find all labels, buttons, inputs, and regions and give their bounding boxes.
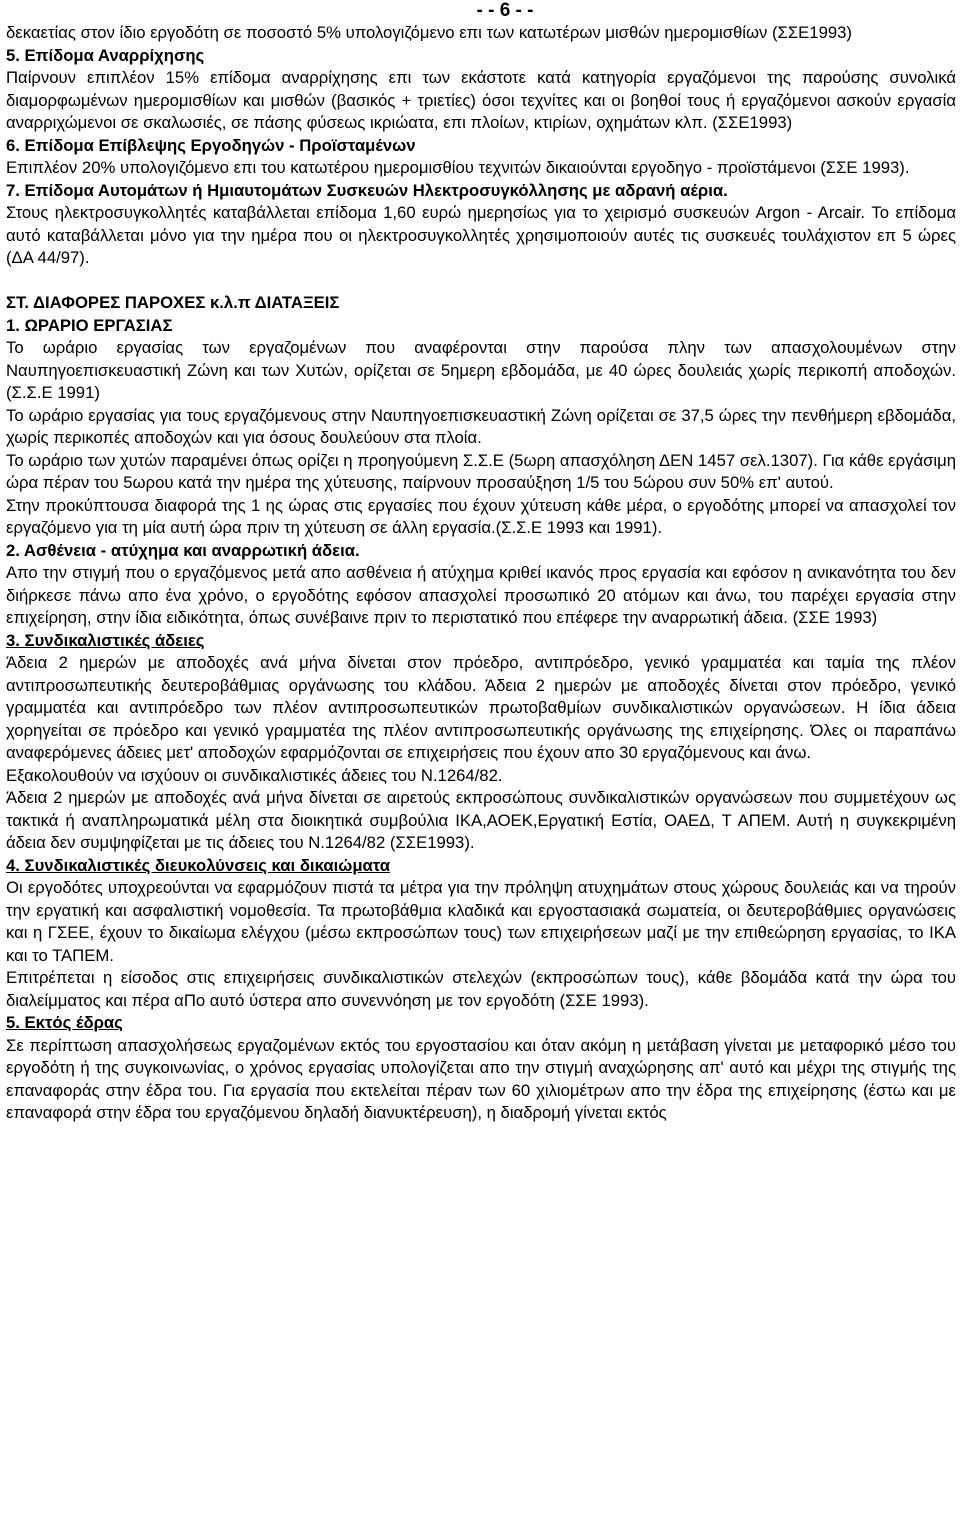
paragraph: Στην προκύπτουσα διαφορά της 1 ης ώρας στις εργασίες που έχουν χύτευση κάθε μέρα, ο εργοδότης μπορεί να απασχολεί τον εργαζόμενο για τη μία αυτή ώρα πριν τη χύτευση σε άλλη εργασία.(Σ.Σ.Ε 1993 και 1991). (6, 495, 956, 537)
paragraph: Επιτρέπεται η είσοδος στις επιχειρήσεις συνδικαλιστικών στελεχών (εκπροσώπων τους), κάθε βδομάδα κατά την ώρα του διαλείμματος και πέρα αΠο αυτό ύστερα απο συνεννόηση με τον εργοδότη (ΣΣΕ 1993). (6, 968, 956, 1010)
section-heading: 7. Επίδομα Αυτομάτων ή Ημιαυτομάτων Συσκευών Ηλεκτροσυγκόλλησης με αδρανή αέρια. (6, 180, 728, 200)
section-heading: 6. Επίδομα Επίβλεψης Εργοδηγών - Προϊσταμένων (6, 135, 416, 155)
section-heading: 4. Συνδικαλιστικές διευκολύνσεις και δικαιώματα (6, 855, 391, 875)
paragraph: Άδεια 2 ημερών με αποδοχές ανά μήνα δίνεται σε αιρετούς εκπροσώπους συνδικαλιστικών οργανώσεων που συμμετέχουν ως τακτικά ή αναπληρωματικά μέλη στα διοικητικά συμβούλια ΙΚΑ,ΑΟΕΚ,Εργατική Εστία, ΟΑΕΔ, Τ ΑΠΕΜ. Αυτή η συγκεκριμένη άδεια δεν συμψηφίζεται με τις άδειες του Ν.1264/82 (ΣΣΕ1993). (6, 788, 956, 852)
section-heading: 5. Επίδομα Αναρρίχησης (6, 45, 205, 65)
section-heading: 5. Εκτός έδρας (6, 1013, 123, 1032)
paragraph: Στους ηλεκτροσυγκολλητές καταβάλλεται επίδομα 1,60 ευρώ ημερησίως για το χειρισμό συσκευών Argon - Arcair. Το επίδομα αυτό καταβάλλεται μόνο για την ημέρα που οι ηλεκτροσυγκολλητές χρησιμοποιούν αυτές τις συσκευές τουλάχιστον επ 5 ώρες (ΔΑ 44/97). (6, 203, 956, 267)
page-number: - - 6 - - (476, 0, 534, 21)
paragraph: Σε περίπτωση απασχολήσεως εργαζομένων εκτός του εργοστασίου και όταν ακόμη η μετάβαση γίνεται με μεταφορικό μέσο του εργοδότη ή της συγκοινωνίας, ο χρόνος εργασίας υπολογίζεται απο την στιγμή αναχώρησης απ' αυτό και μέχρι της στιγμής της επαναφοράς στην έδρα του. Για εργασία που εκτελείται πέραν των 60 χιλιομέτρων απο την έδρα της επιχείρησης (έστω και με επαναφορά στην έδρα του εργαζόμενου δηλαδή διανυκτέρευση), η διαδρομή γίνεται εκτός (6, 1035, 956, 1122)
paragraph: Παίρνουν επιπλέον 15% επίδομα αναρρίχησης επι των εκάστοτε κατά κατηγορία εργαζόμενοι της παρούσης συνολικά διαμορφωμένων ημερομισθίων και μισθών (βασικός + τριετίες) όσοι τεχνίτες και οι βοηθοί τους ή εργαζόμενοι ασκούν εργασία αναρριχώμενοι σε σκαλωσιές, σε πάσης φύσεως ικριώατα, επι πλοίων, κτιρίων, οχημάτων κλπ. (ΣΣΕ1993) (6, 68, 956, 132)
paragraph: Εξακολουθούν να ισχύουν οι συνδικαλιστικές άδειες του Ν.1264/82. (6, 765, 503, 785)
blank-line (6, 270, 956, 293)
paragraph: Απο την στιγμή που ο εργαζόμενος μετά απο ασθένεια ή ατύχημα κριθεί ικανός προς εργασία και εφόσον η ανικανότητα του δεν διήρκεσε πάνω απο ένα χρόνο, ο εργοδότης εφόσον απασχολεί προσωπικό 20 ατόμων και άνω, του παρέχει εργασία στην επιχείρηση, στην ίδια ειδικότητα, όπως συνέβαινε πριν το περιστατικό που επέφερε την αναρρωτική άδεια. (ΣΣΕ 1993) (6, 563, 956, 627)
paragraph: δεκαετίας στον ίδιο εργοδότη σε ποσοστό 5% υπολογιζόμενο επι των κατωτέρων μισθών ημερομισθίων (ΣΣΕ1993) (6, 23, 852, 42)
paragraph: Το ωράριο εργασίας των εργαζομένων που αναφέρονται στην παρούσα πλην των απασχολουμένων στην Ναυπηγοεπισκευαστική Ζώνη και των Χυτών, ορίζεται σε 5ημερη εβδομάδα, με 40 ώρες δουλειάς χωρίς περικοπή αποδοχών. (Σ.Σ.Ε 1991) (6, 338, 956, 402)
paragraph: Άδεια 2 ημερών με αποδοχές ανά μήνα δίνεται στον πρόεδρο, αντιπρόεδρο, γενικό γραμματέα και ταμία της πλέον αντιπροσωπευτικής δευτεροβάθμιας οργάνωσης του κλάδου. Άδεια 2 ημερών με αποδοχές δίνεται στον πρόεδρο, γενικό γραμματέα και αντιπρόεδρο των πλέον αντιπροσωπευτικών πρωτοβαθμίων συνδικαλιστικών οργανώσεων. Η ίδια άδεια χορηγείται σε πρόεδρο και γενικό γραμματέα της πλέον αντιπροσωπευτικής οργάνωσης της επιχείρησης. Όλες οι παραπάνω αναφερόμενες άδειες μετ' αποδοχών εφαρμόζονται σε επιχειρήσεις που έχουν απο 30 εργαζόμενους και άνω. (6, 653, 956, 762)
paragraph: Οι εργοδότες υποχρεούνται να εφαρμόζουν πιστά τα μέτρα για την πρόληψη ατυχημάτων στους χώρους δουλειάς και να τηρούν την εργατική και ασφαλιστική νομοθεσία. Τα πρωτοβάθμια κλαδικά και εργοστασιακά σωματεία, οι δευτεροβάθμιες οργανώσεις και η ΓΣΕΕ, έχουν το δικαίωμα ελέγχου (μέσω εκπροσώπων τους) των επιχειρήσεων μαζί με την επιθεώρηση εργασίας, το ΙΚΑ και το ΤΑΠΕΜ. (6, 878, 956, 965)
paragraph: Το ωράριο εργασίας για τους εργαζόμενους στην Ναυπηγοεπισκευαστική Ζώνη ορίζεται σε 37,5 ώρες την πενθήμερη εβδομάδα, χωρίς περικοπές αποδοχών και για όσους δουλεύουν στα πλοία. (6, 405, 956, 447)
section-heading: 3. Συνδικαλιστικές άδειες (6, 630, 205, 650)
paragraph: Επιπλέον 20% υπολογιζόμενο επι του κατωτέρου ημερομισθίου τεχνιτών δικαιούνται εργοδηγο - προϊστάμενοι (ΣΣΕ 1993). (6, 158, 910, 177)
paragraph: Το ωράριο των χυτών παραμένει όπως ορίζει η προηγούμενη Σ.Σ.Ε (5ωρη απασχόληση ΔΕΝ 1457 σελ.1307). Για κάθε εργάσιμη ώρα πέραν του 5ωρου κατά την ημέρα της χύτευσης, παίρνουν προσαύξηση 1/5 του 5ώρου συν 50% επ' αυτού. (6, 450, 956, 492)
section-heading: ΣΤ. ΔΙΑΦΟΡΕΣ ΠΑΡΟΧΕΣ κ.λ.π ΔΙΑΤΑΞΕΙΣ (6, 293, 340, 312)
section-heading: 2. Ασθένεια - ατύχημα και αναρρωτική άδεια. (6, 540, 360, 560)
section-heading: 1. ΩΡΑΡΙΟ ΕΡΓΑΣΙΑΣ (6, 315, 173, 335)
document-body (6, 22, 956, 1125)
